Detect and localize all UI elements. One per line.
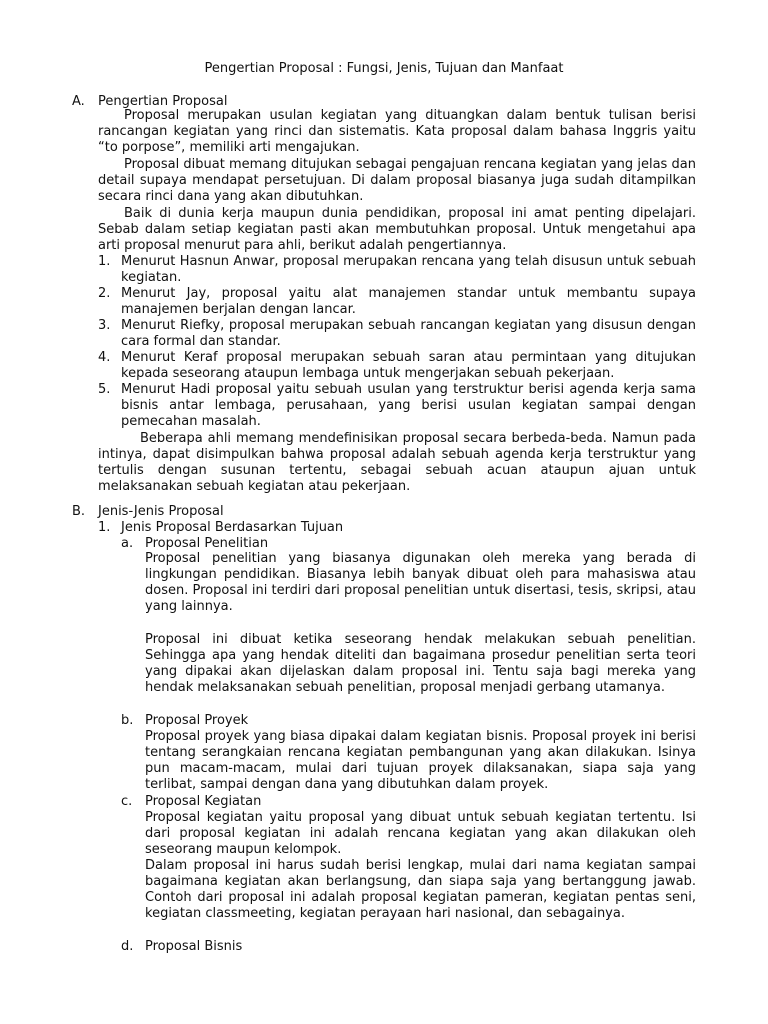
item-paragraph: Proposal proyek yang biasa dipakai dalam kegiatan bisnis. Proposal proyek ini berisi tentang serangkaian rencana kegiatan pembangunan yang akan dilakukan. Isinya pun macam-macam, mulai dari tujuan proyek dilaksanakan, siapa saja yang terlibat, sampai dengan dana yang dibutuhkan dalam proyek. <box>145 729 696 792</box>
section-b-heading: Jenis-Jenis Proposal <box>98 504 224 519</box>
section-a-paragraph-3: Baik di dunia kerja maupun dunia pendidikan, proposal ini amat penting dipelajari. Sebab dalam setiap kegiatan pasti akan membutuhkan proposal. Untuk mengetahui apa arti proposal menurut para ahli, berikut adalah pengertiannya. <box>98 206 696 253</box>
list-item-number: 3. <box>98 318 111 333</box>
list-item: Menurut Riefky, proposal merupakan sebuah rancangan kegiatan yang disusun dengan cara formal dan standar. <box>121 318 696 349</box>
subsection-number: 1. <box>98 520 111 535</box>
item-letter: d. <box>121 939 134 954</box>
section-a-paragraph-2: Proposal dibuat memang ditujukan sebagai pengajuan rencana kegiatan yang jelas dan detail supaya mendapat persetujuan. Di dalam proposal biasanya juga sudah ditampilkan secara rinci dana yang akan dibutuhkan. <box>98 157 696 204</box>
list-item: Menurut Jay, proposal yaitu alat manajemen standar untuk membantu supaya manajemen berjalan dengan lancar. <box>121 286 696 317</box>
list-item: Menurut Hasnun Anwar, proposal merupakan rencana yang telah disusun untuk sebuah kegiatan. <box>121 254 696 285</box>
list-item-number: 4. <box>98 350 111 365</box>
list-item: Menurut Keraf proposal merupakan sebuah saran atau permintaan yang ditujukan kepada seseorang ataupun lembaga untuk mengerjakan sebuah pekerjaan. <box>121 350 696 381</box>
item-paragraph: Proposal ini dibuat ketika seseorang hendak melakukan sebuah penelitian. Sehingga apa yang hendak diteliti dan bagaimana prosedur penelitian serta teori yang dipakai akan dijelaskan dalam proposal ini. Tentu saja bagi mereka yang hendak melaksanakan sebuah penelitian, proposal menjadi gerbang utamanya. <box>145 632 696 695</box>
item-letter: a. <box>121 536 134 551</box>
section-b-marker: B. <box>72 504 86 519</box>
section-a-heading: Pengertian Proposal <box>98 94 228 109</box>
item-heading: Proposal Bisnis <box>145 939 243 954</box>
item-paragraph: Proposal penelitian yang biasanya digunakan oleh mereka yang berada di lingkungan pendidikan. Biasanya lebih banyak dibuat oleh para mahasiswa atau dosen. Proposal ini terdiri dari proposal penelitian untuk disertasi, tesis, skripsi, atau yang lainnya. <box>145 551 696 614</box>
page-title: Pengertian Proposal : Fungsi, Jenis, Tujuan dan Manfaat <box>204 61 564 76</box>
item-heading: Proposal Proyek <box>145 713 249 728</box>
item-letter: c. <box>121 794 133 809</box>
section-a-marker: A. <box>72 94 85 109</box>
item-paragraph: Proposal kegiatan yaitu proposal yang dibuat untuk sebuah kegiatan tertentu. Isi dari proposal kegiatan ini adalah rencana kegiatan yang akan dilakukan oleh seseorang maupun kelompok. <box>145 810 696 857</box>
item-heading: Proposal Penelitian <box>145 536 269 551</box>
subsection-heading: Jenis Proposal Berdasarkan Tujuan <box>121 520 344 535</box>
item-paragraph: Dalam proposal ini harus sudah berisi lengkap, mulai dari nama kegiatan sampai bagaimana kegiatan akan berlangsung, dan siapa saja yang bertanggung jawab. Contoh dari proposal ini adalah proposal kegiatan pameran, kegiatan pentas seni, kegiatan classmeeting, kegiatan perayaan hari nasional, dan sebagainya. <box>145 858 696 921</box>
item-heading: Proposal Kegiatan <box>145 794 262 809</box>
item-letter: b. <box>121 713 134 728</box>
list-item-number: 2. <box>98 286 111 301</box>
list-item: Menurut Hadi proposal yaitu sebuah usulan yang terstruktur berisi agenda kerja sama bisnis antar lembaga, perusahaan, yang berisi usulan kegiatan sampai dengan pemecahan masalah. <box>121 382 696 429</box>
list-item-number: 1. <box>98 254 111 269</box>
list-item-number: 5. <box>98 382 111 397</box>
section-a-conclusion: Beberapa ahli memang mendefinisikan proposal secara berbeda-beda. Namun pada intinya, dapat disimpulkan bahwa proposal adalah sebuah agenda kerja terstruktur yang tertulis dengan susunan tertentu, sebagai sebuah acuan ataupun ajuan untuk melaksanakan sebuah kegiatan atau pekerjaan. <box>98 431 696 494</box>
section-a-paragraph-1: Proposal merupakan usulan kegiatan yang dituangkan dalam bentuk tulisan berisi rancangan kegiatan yang rinci dan sistematis. Kata proposal dalam bahasa Inggris yaitu “to porpose”, memiliki arti mengajukan. <box>98 108 696 155</box>
